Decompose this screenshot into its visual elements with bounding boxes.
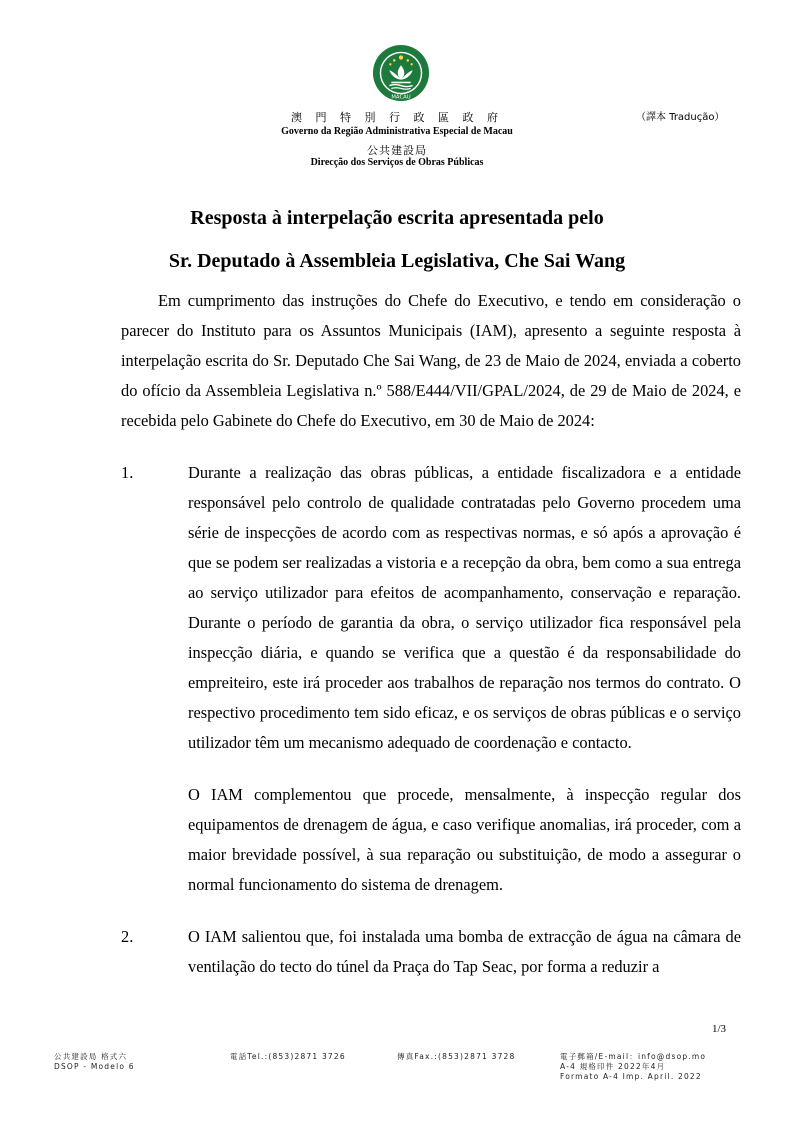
list-item-number: 2.: [121, 927, 134, 946]
list-item-paragraph: O IAM complementou que procede, mensalmente, à inspecção regular dos equipamentos de drenagem de água, e caso verifique anomalias, irá proceder, com a maior brevidade possível, à sua reparação ou substituição, de modo a assegurar o normal funcionamento do sistema de drenagem.: [188, 785, 741, 894]
list-item-paragraph: Durante a realização das obras públicas, a entidade fiscalizadora e a entidade responsável pelo controlo de qualidade contratadas pelo Governo procedem uma série de inspecções de acordo com as respectivas normas, e só após a aprovação é que se podem ser realizadas a vistoria e a recepção da obra, bem como a sua entrega ao serviço utilizador para efeitos de acompanhamento, conservação e reparação. Durante o período de garantia da obra, o serviço utilizador fica responsável pela inspecção diária, e quando se verifica que a questão é da responsabilidade do empreiteiro, este irá proceder aos trabalhos de reparação nos termos do contrato. O respectivo procedimento tem sido eficaz, e os serviços de obras públicas e o serviço utilizador têm um mecanismo adequado de coordenação e contacto.: [188, 463, 741, 752]
footer-email: 電子郵箱/E-mail：info@dsop.mo: [560, 1052, 707, 1061]
department-name-chinese: 公共建設局: [367, 144, 427, 157]
list-item: [121, 458, 741, 900]
footer-print-format-chinese: A-4 規格印件 2022年4月: [560, 1062, 666, 1071]
page-number: 1/3: [712, 1023, 727, 1035]
document-title-line-2: Sr. Deputado à Assembleia Legislativa, Che Sai Wang: [168, 250, 626, 272]
list-item-paragraph: O IAM salientou que, foi instalada uma bomba de extracção de água na câmara de ventilação do tecto do túnel da Praça do Tap Seac, por forma a reduzir a: [188, 927, 741, 976]
department-name-portuguese: Direcção dos Serviços de Obras Públicas: [310, 157, 484, 168]
translation-note: （譯本 Tradução）: [636, 112, 725, 123]
government-name-portuguese: Governo da Região Administrativa Especial de Macau: [281, 126, 513, 137]
macau-emblem-icon: [372, 44, 430, 102]
footer-telephone: 電話Tel.:(853)2871 3726: [230, 1052, 346, 1061]
footer-model: [54, 1052, 135, 1072]
emblem-text: MACAU: [391, 94, 411, 101]
footer-model-portuguese: DSOP - Modelo 6: [54, 1062, 135, 1071]
intro-paragraph: Em cumprimento das instruções do Chefe do Executivo, e tendo em consideração o parecer do Instituto para os Assuntos Municipais (IAM), apresento a seguinte resposta à interpelação escrita do Sr. Deputado Che Sai Wang, de 23 de Maio de 2024, enviada a coberto do ofício da Assembleia Legislativa n.º 588/E444/VII/GPAL/2024, de 29 de Maio de 2024, e recebida pelo Gabinete do Chefe do Executivo, em 30 de Maio de 2024:: [121, 291, 741, 430]
footer-model-chinese: 公共建設局 格式六: [54, 1052, 128, 1061]
list-item-number: 1.: [121, 463, 134, 482]
footer-contact: [560, 1052, 706, 1082]
government-name-chinese: 澳 門 特 別 行 政 區 政 府: [291, 111, 503, 124]
document-body: [121, 286, 741, 982]
document-title-line-1: Resposta à interpelação escrita apresentada pelo: [190, 207, 604, 229]
list-item: [121, 922, 741, 982]
footer-print-format-portuguese: Formato A-4 Imp. April. 2022: [560, 1072, 702, 1081]
footer-fax: 傳真Fax.:(853)2871 3728: [397, 1052, 516, 1061]
